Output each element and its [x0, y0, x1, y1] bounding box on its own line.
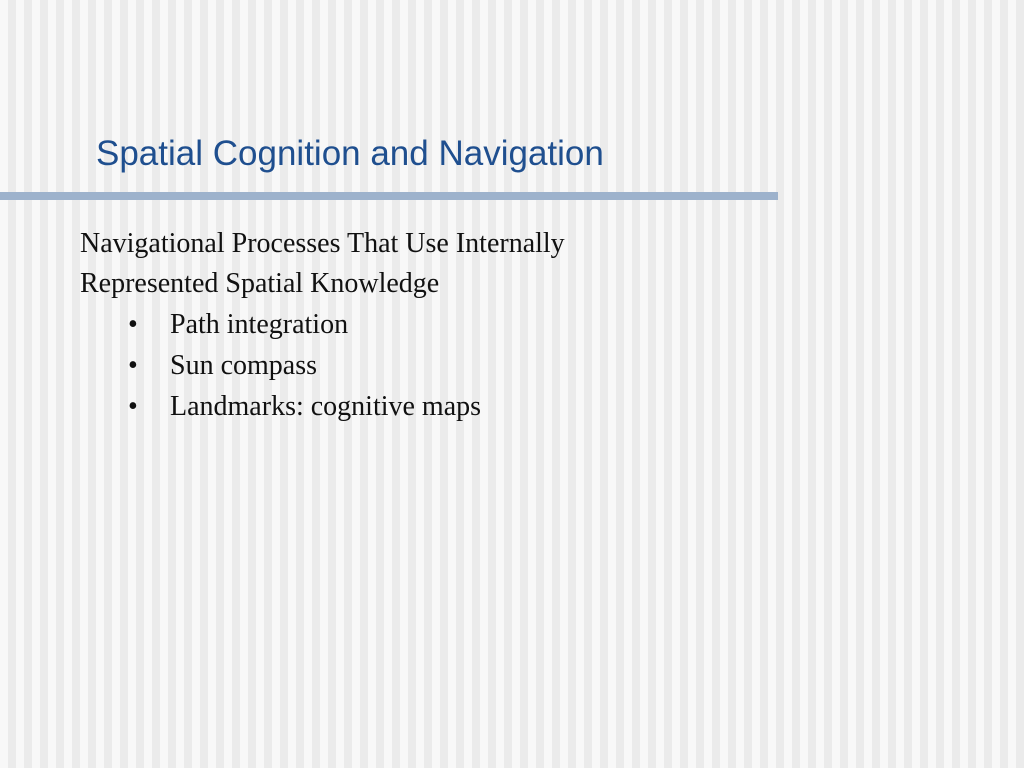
bullet-text: Landmarks: cognitive maps [170, 391, 482, 422]
lead-paragraph [80, 224, 780, 304]
slide-title: Spatial Cognition and Navigation [96, 134, 604, 173]
bullet-item [80, 304, 780, 345]
bullet-text: Path integration [170, 309, 349, 340]
bullet-text: Sun compass [170, 350, 317, 381]
bullet-item [80, 345, 780, 386]
title-underline [0, 192, 778, 200]
lead-line: Represented Spatial Knowledge [80, 268, 440, 299]
bullet-marker: • [128, 309, 138, 340]
bullet-item [80, 386, 780, 427]
slide-body [80, 224, 780, 427]
bullet-marker: • [128, 350, 138, 381]
lead-line: Navigational Processes That Use Internally [80, 228, 565, 259]
bullet-list [80, 304, 780, 427]
bullet-marker: • [128, 391, 138, 422]
